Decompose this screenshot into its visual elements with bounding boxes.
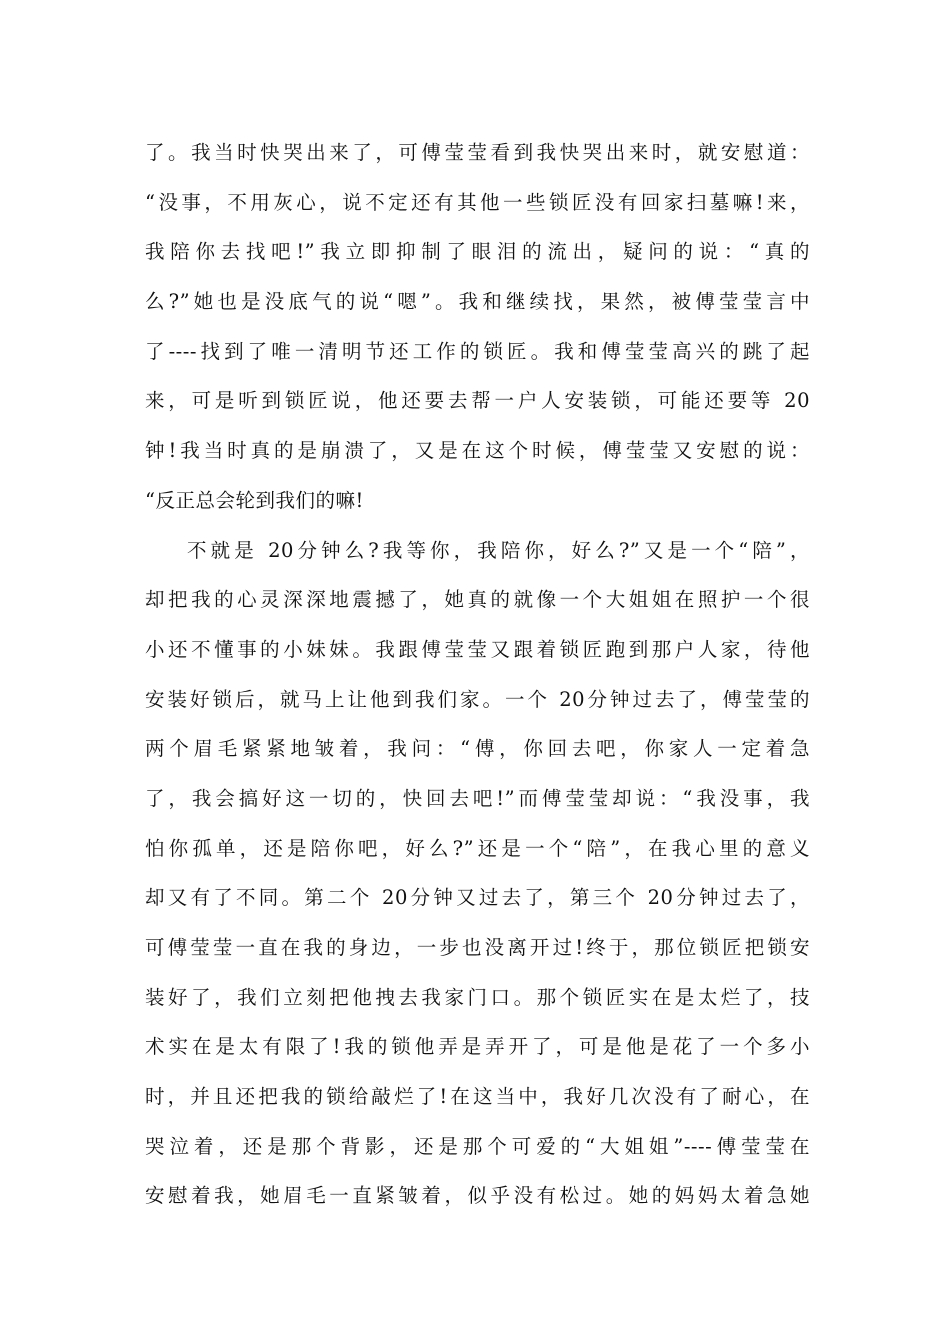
text-line: 小还不懂事的小妹妹。我跟傅莹莹又跟着锁匠跑到那户人家，待他 — [145, 637, 810, 661]
text-line: 怕你孤单，还是陪你吧，好么?”还是一个“陪”，在我心里的意义 — [145, 836, 810, 860]
text-line: 么?”她也是没底气的说“嗯”。我和继续找，果然，被傅莹莹言中 — [145, 290, 810, 314]
text-line: “没事，不用灰心，说不定还有其他一些锁匠没有回家扫墓嘛!来， — [145, 190, 810, 214]
text-line: 了。我当时快哭出来了，可傅莹莹看到我快哭出来时，就安慰道： — [145, 141, 810, 164]
text-line: 安装好锁后，就马上让他到我们家。一个 20分钟过去了，傅莹莹的 — [145, 687, 810, 711]
body-text — [145, 128, 810, 1221]
text-line: “反正总会轮到我们的嘛! — [145, 488, 364, 512]
text-line: 安慰着我，她眉毛一直紧皱着，似乎没有松过。她的妈妈太着急她 — [145, 1184, 810, 1208]
text-line: 却把我的心灵深深地震撼了，她真的就像一个大姐姐在照护一个很 — [145, 588, 810, 612]
text-line: 可傅莹莹一直在我的身边，一步也没离开过!终于，那位锁匠把锁安 — [145, 936, 810, 959]
text-line: 了，我会搞好这一切的，快回去吧!”而傅莹莹却说：“我没事，我 — [145, 786, 810, 810]
text-line: 时，并且还把我的锁给敲烂了!在这当中，我好几次没有了耐心，在 — [145, 1085, 810, 1109]
text-line: 钟!我当时真的是崩溃了，又是在这个时候，傅莹莹又安慰的说： — [145, 439, 810, 463]
paragraph-first-line: 不就是 20分钟么?我等你，我陪你，好么?”又是一个“陪”， — [187, 538, 810, 562]
text-line: 却又有了不同。第二个 20分钟又过去了，第三个 20分钟过去了， — [145, 886, 810, 910]
text-line: 了----找到了唯一清明节还工作的锁匠。我和傅莹莹高兴的跳了起 — [145, 339, 810, 363]
text-line: 哭泣着，还是那个背影，还是那个可爱的“大姐姐”----傅莹莹在 — [145, 1134, 810, 1158]
text-line: 来，可是听到锁匠说，他还要去帮一户人安装锁，可能还要等 20 — [145, 389, 810, 413]
text-line: 两个眉毛紧紧地皱着，我问：“傅，你回去吧，你家人一定着急 — [145, 737, 810, 761]
text-line: 装好了，我们立刻把他拽去我家门口。那个锁匠实在是太烂了，技 — [145, 985, 810, 1009]
text-line: 术实在是太有限了!我的锁他弄是弄开了，可是他是花了一个多小 — [145, 1035, 810, 1059]
text-line: 我陪你去找吧!”我立即抑制了眼泪的流出，疑问的说：“真的 — [145, 240, 810, 264]
